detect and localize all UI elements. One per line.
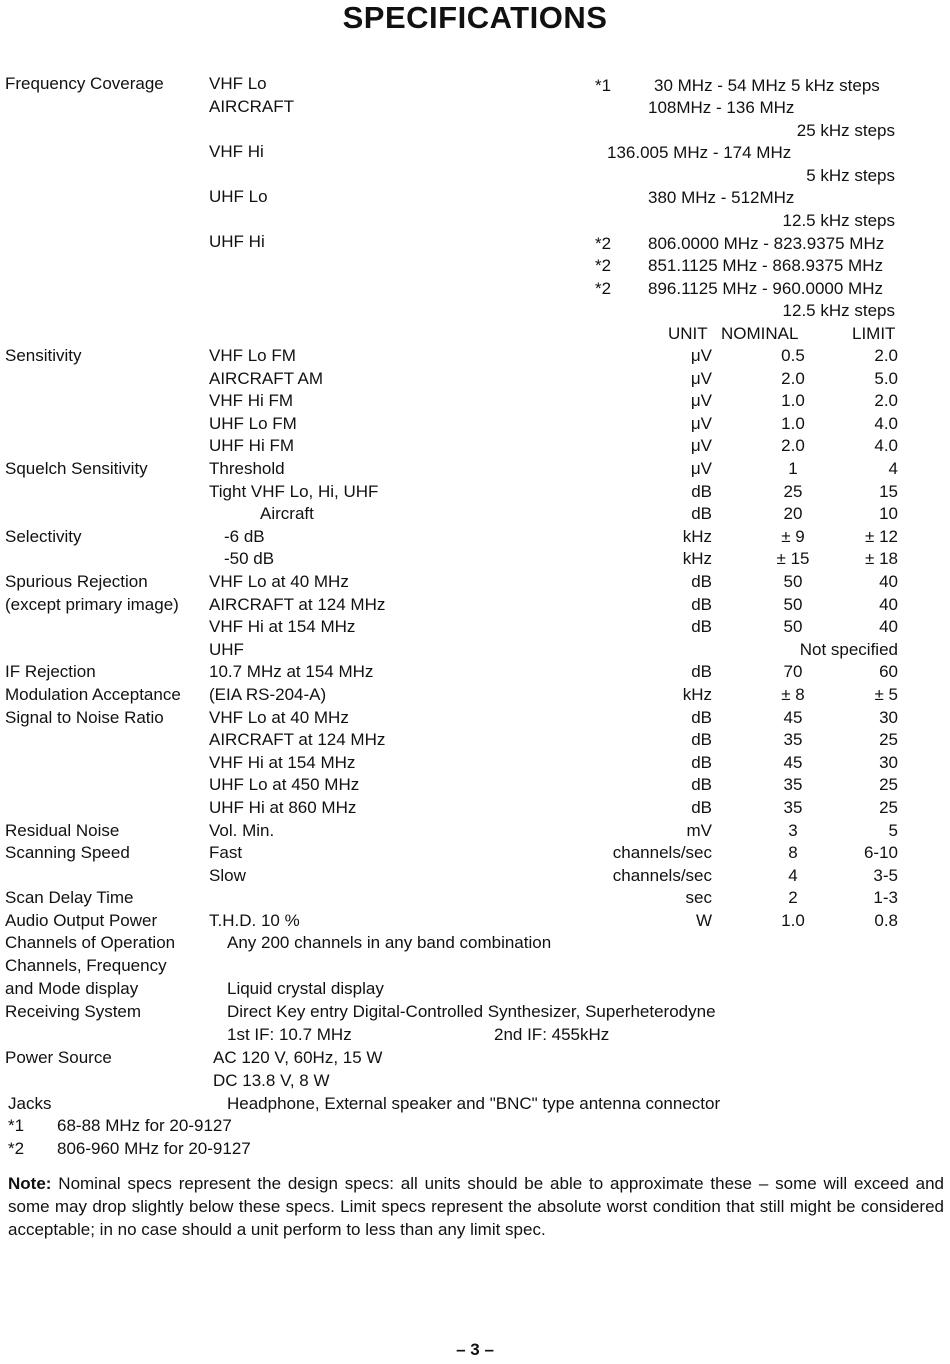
freq-range: 806.0000 MHz - 823.9375 MHz bbox=[648, 234, 885, 253]
spec-condition: VHF Lo FM bbox=[209, 346, 296, 365]
header-unit: UNIT bbox=[668, 324, 708, 343]
spec-label: Spurious Rejection bbox=[5, 572, 148, 591]
freq-range: 108MHz - 136 MHz bbox=[648, 98, 795, 117]
power-label: Power Source bbox=[5, 1048, 112, 1067]
spec-label: Signal to Noise Ratio bbox=[5, 708, 164, 727]
spec-condition: (EIA RS-204-A) bbox=[209, 685, 327, 704]
spec-condition: 10.7 MHz at 154 MHz bbox=[209, 662, 374, 681]
spec-label: Squelch Sensitivity bbox=[5, 459, 148, 478]
footnote-mark: *2 bbox=[595, 234, 612, 253]
spec-unit: μV bbox=[690, 369, 712, 388]
spec-condition: UHF Hi at 860 MHz bbox=[209, 798, 357, 817]
spec-label: Sensitivity bbox=[5, 346, 82, 365]
spec-condition: AIRCRAFT at 124 MHz bbox=[209, 595, 386, 614]
spec-condition: -6 dB bbox=[224, 527, 265, 546]
spec-nominal: 45 bbox=[783, 753, 803, 772]
spec-unit: dB bbox=[691, 753, 712, 772]
spec-limit: 6-10 bbox=[863, 843, 898, 862]
freq-band-aircraft: AIRCRAFT bbox=[209, 97, 294, 116]
header-nominal: NOMINAL bbox=[721, 324, 799, 343]
freq-steps: 25 kHz steps bbox=[796, 121, 895, 140]
spec-nominal: 70 bbox=[783, 662, 803, 681]
spec-unit: dB bbox=[691, 595, 712, 614]
display-label: Channels, Frequency bbox=[5, 956, 167, 975]
footnote-mark: *1 bbox=[595, 76, 612, 95]
spec-limit: 4.0 bbox=[874, 414, 898, 433]
second-if: 2nd IF: 455kHz bbox=[494, 1025, 610, 1044]
spec-condition: Tight VHF Lo, Hi, UHF bbox=[209, 482, 379, 501]
receiving-label: Receiving System bbox=[5, 1002, 142, 1021]
freq-band-vhf-lo: VHF Lo bbox=[209, 74, 267, 93]
spec-unit: dB bbox=[691, 662, 712, 681]
freq-steps: 5 kHz steps bbox=[806, 166, 895, 185]
spec-condition: VHF Hi FM bbox=[209, 391, 294, 410]
spec-nominal: 50 bbox=[783, 572, 803, 591]
channels-value: Any 200 channels in any band combination bbox=[227, 933, 552, 952]
page-number: – 3 – bbox=[456, 1340, 494, 1359]
spec-unit: mV bbox=[686, 821, 712, 840]
freq-steps: 12.5 kHz steps bbox=[782, 211, 895, 230]
footnote-mark: *2 bbox=[595, 256, 612, 275]
spec-nominal: 0.5 bbox=[781, 346, 805, 365]
spec-condition: UHF bbox=[209, 640, 244, 659]
note-label: Note: bbox=[8, 1174, 52, 1193]
spec-limit: 4.0 bbox=[874, 436, 898, 455]
spec-unit: dB bbox=[691, 617, 712, 636]
spec-limit: 2.0 bbox=[874, 346, 898, 365]
spec-unit: dB bbox=[691, 708, 712, 727]
spec-nominal: 50 bbox=[783, 595, 803, 614]
spec-label: Selectivity bbox=[5, 527, 82, 546]
spec-limit: 0.8 bbox=[874, 911, 898, 930]
spec-limit: ± 18 bbox=[865, 549, 898, 568]
spec-nominal: 35 bbox=[783, 730, 803, 749]
spec-limit: 25 bbox=[879, 775, 898, 794]
spec-unit: kHz bbox=[682, 527, 712, 546]
spec-unit: channels/sec bbox=[612, 866, 712, 885]
spec-limit: 30 bbox=[879, 708, 898, 727]
footnote-mark: *2 bbox=[8, 1139, 25, 1158]
freq-range: 136.005 MHz - 174 MHz bbox=[607, 143, 792, 162]
spec-nominal: 2.0 bbox=[781, 436, 805, 455]
spec-unit: μV bbox=[690, 391, 712, 410]
spec-nominal: 1.0 bbox=[781, 414, 805, 433]
spec-nominal: 3 bbox=[788, 821, 798, 840]
spec-nominal: ± 9 bbox=[781, 527, 805, 546]
page-title: SPECIFICATIONS bbox=[342, 0, 608, 35]
first-if: 1st IF: 10.7 MHz bbox=[227, 1025, 352, 1044]
spec-limit: 40 bbox=[879, 617, 898, 636]
spec-nominal: 50 bbox=[783, 617, 803, 636]
spec-unit: dB bbox=[691, 798, 712, 817]
freq-label: Frequency Coverage bbox=[5, 74, 164, 93]
spec-condition: -50 dB bbox=[224, 549, 275, 568]
spec-limit: 5 bbox=[888, 821, 898, 840]
spec-condition: UHF Hi FM bbox=[209, 436, 294, 455]
spec-unit: W bbox=[695, 911, 712, 930]
spec-nominal: ± 8 bbox=[781, 685, 805, 704]
spec-condition: Slow bbox=[209, 866, 246, 885]
freq-band-uhf-hi: UHF Hi bbox=[209, 232, 265, 251]
spec-unit: kHz bbox=[682, 685, 712, 704]
spec-condition: Fast bbox=[209, 843, 243, 862]
spec-unit: sec bbox=[685, 888, 712, 907]
freq-range: 30 MHz - 54 MHz 5 kHz steps bbox=[654, 76, 880, 95]
spec-unit: μV bbox=[690, 459, 712, 478]
spec-limit: 15 bbox=[879, 482, 898, 501]
footnote-mark: *2 bbox=[595, 279, 612, 298]
spec-condition: UHF Lo at 450 MHz bbox=[209, 775, 360, 794]
spec-unit: μV bbox=[690, 346, 712, 365]
spec-condition: AIRCRAFT at 124 MHz bbox=[209, 730, 386, 749]
spec-limit: 40 bbox=[879, 595, 898, 614]
footnote-mark: *1 bbox=[8, 1116, 25, 1135]
spec-condition: Aircraft bbox=[260, 504, 314, 523]
spec-nominal: 2 bbox=[788, 888, 798, 907]
spec-label: (except primary image) bbox=[5, 595, 179, 614]
freq-range: 896.1125 MHz - 960.0000 MHz bbox=[648, 279, 883, 298]
spec-label: Modulation Acceptance bbox=[5, 685, 181, 704]
spec-condition: Threshold bbox=[209, 459, 285, 478]
note-text: Nominal specs represent the design specs: all units should be able to approximate these – some will exceed and some may drop slightly below these specs. Limit specs represent the absolute worst condition that still might be considered acceptable; in no case should a unit perform to less than any limit spec. bbox=[8, 1174, 944, 1239]
spec-unit: dB bbox=[691, 504, 712, 523]
spec-limit: ± 12 bbox=[865, 527, 898, 546]
display-label: and Mode display bbox=[5, 979, 139, 998]
spec-condition: UHF Lo FM bbox=[209, 414, 297, 433]
spec-nominal: ± 15 bbox=[776, 549, 810, 568]
display-value: Liquid crystal display bbox=[227, 979, 384, 998]
spec-limit: 5.0 bbox=[874, 369, 898, 388]
spec-unit: dB bbox=[691, 775, 712, 794]
spec-condition: VHF Hi at 154 MHz bbox=[209, 617, 356, 636]
spec-unit: channels/sec bbox=[612, 843, 712, 862]
spec-condition: Vol. Min. bbox=[209, 821, 275, 840]
footnote-text: 806-960 MHz for 20-9127 bbox=[57, 1139, 251, 1158]
header-limit: LIMIT bbox=[852, 324, 896, 343]
spec-limit: 2.0 bbox=[874, 391, 898, 410]
spec-label: Scan Delay Time bbox=[5, 888, 134, 907]
note-paragraph bbox=[8, 1172, 944, 1241]
footnote-text: 68-88 MHz for 20-9127 bbox=[57, 1116, 232, 1135]
power-dc: DC 13.8 V, 8 W bbox=[213, 1071, 330, 1090]
spec-unit: kHz bbox=[682, 549, 712, 568]
freq-range: 380 MHz - 512MHz bbox=[648, 188, 795, 207]
spec-nominal: 20 bbox=[783, 504, 803, 523]
spec-nominal: 45 bbox=[783, 708, 803, 727]
spec-unit: dB bbox=[691, 482, 712, 501]
spec-unit: μV bbox=[690, 414, 712, 433]
spec-unit: dB bbox=[691, 572, 712, 591]
receiving-value: Direct Key entry Digital-Controlled Synthesizer, Superheterodyne bbox=[227, 1002, 716, 1021]
spec-limit: 40 bbox=[879, 572, 898, 591]
freq-range: 851.1125 MHz - 868.9375 MHz bbox=[648, 256, 883, 275]
spec-nominal: 1.0 bbox=[781, 911, 805, 930]
spec-nominal: 2.0 bbox=[781, 369, 805, 388]
spec-unit: dB bbox=[691, 730, 712, 749]
freq-band-uhf-lo: UHF Lo bbox=[209, 187, 268, 206]
spec-limit: 60 bbox=[879, 662, 898, 681]
spec-nominal: 1 bbox=[788, 459, 798, 478]
spec-nominal: 1.0 bbox=[781, 391, 805, 410]
spec-condition: VHF Hi at 154 MHz bbox=[209, 753, 356, 772]
spec-nominal: 4 bbox=[788, 866, 798, 885]
spec-not-specified: Not specified bbox=[799, 640, 898, 659]
freq-steps: 12.5 kHz steps bbox=[782, 301, 895, 320]
spec-limit: 1-3 bbox=[873, 888, 898, 907]
spec-condition: AIRCRAFT AM bbox=[209, 369, 323, 388]
spec-unit: μV bbox=[690, 436, 712, 455]
channels-label: Channels of Operation bbox=[5, 933, 176, 952]
freq-band-vhf-hi: VHF Hi bbox=[209, 142, 264, 161]
spec-label: IF Rejection bbox=[5, 662, 96, 681]
power-ac: AC 120 V, 60Hz, 15 W bbox=[213, 1048, 383, 1067]
spec-limit: 4 bbox=[888, 459, 898, 478]
spec-limit: 25 bbox=[879, 730, 898, 749]
spec-condition: VHF Lo at 40 MHz bbox=[209, 572, 349, 591]
spec-label: Scanning Speed bbox=[5, 843, 130, 862]
spec-nominal: 35 bbox=[783, 775, 803, 794]
spec-nominal: 8 bbox=[788, 843, 798, 862]
spec-limit: 3-5 bbox=[873, 866, 898, 885]
spec-limit: 10 bbox=[879, 504, 898, 523]
spec-limit: 25 bbox=[879, 798, 898, 817]
spec-limit: 30 bbox=[879, 753, 898, 772]
spec-nominal: 35 bbox=[783, 798, 803, 817]
spec-nominal: 25 bbox=[783, 482, 803, 501]
spec-limit: ± 5 bbox=[874, 685, 898, 704]
spec-condition: VHF Lo at 40 MHz bbox=[209, 708, 349, 727]
spec-condition: T.H.D. 10 % bbox=[209, 911, 300, 930]
spec-label: Audio Output Power bbox=[5, 911, 158, 930]
spec-label: Residual Noise bbox=[5, 821, 120, 840]
jacks-label: Jacks bbox=[8, 1094, 52, 1113]
jacks-value: Headphone, External speaker and "BNC" type antenna connector bbox=[227, 1094, 721, 1113]
